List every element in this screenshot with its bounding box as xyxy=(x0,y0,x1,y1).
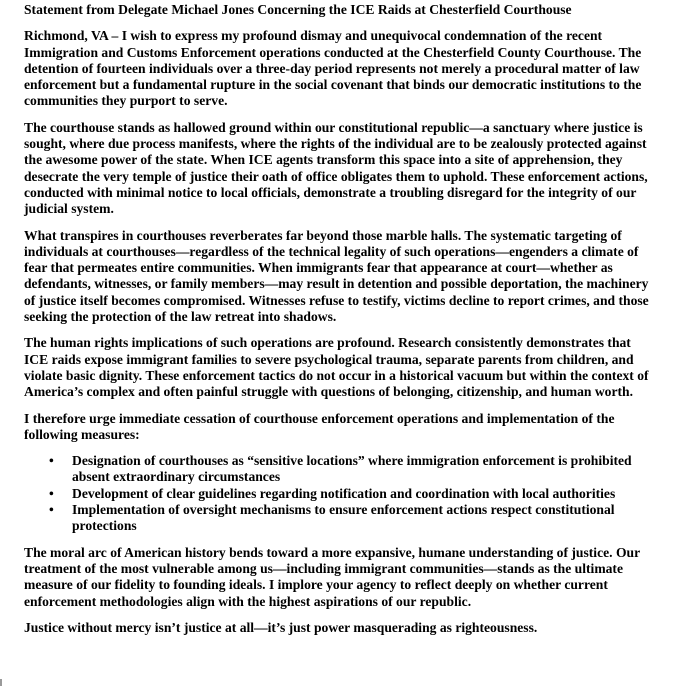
paragraph-urge: I therefore urge immediate cessation of courthouse enforcement operations and implementation of the following measures: xyxy=(24,410,615,442)
bullet-icon: • xyxy=(49,485,54,501)
bullet-icon: • xyxy=(49,453,54,469)
document-page xyxy=(24,2,654,636)
list-item xyxy=(24,502,654,535)
bullet-icon: • xyxy=(49,502,54,518)
paragraph-moral-arc: The moral arc of American history bends toward a more expansive, humane understanding of justice. Our treatment of the most vulnerable among us—including immigrant communities—stands as the ultimate measure of our fidelity to founding ideals. I implore your agency to reflect deeply on whether current enforcement methodologies align with the highest aspirations of our republic. xyxy=(24,544,640,609)
document-title: Statement from Delegate Michael Jones Concerning the ICE Raids at Chesterfield Courthouse xyxy=(24,2,572,17)
paragraph-human-rights: The human rights implications of such operations are profound. Research consistently demonstrates that ICE raids expose immigrant families to severe psychological trauma, separate parents from children, and violate basic dignity. These enforcement tactics do not occur in a historical vacuum but within the context of America’s complex and often painful struggle with questions of belonging, citizenship, and human worth. xyxy=(24,335,649,400)
paragraph-courthouse: The courthouse stands as hallowed ground within our constitutional republic—a sanctuary where justice is sought, where due process manifests, where the rights of the individual are to be zealously protected against the awesome power of the state. When ICE agents transform this space into a site of apprehension, they desecrate the very temple of justice their oath of office obligates them to uphold. These enforcement actions, conducted with minimal notice to local officials, demonstrate a troubling disregard for the integrity of our judicial system. xyxy=(24,119,648,217)
list-item-text: Development of clear guidelines regarding notification and coordination with local authorities xyxy=(72,485,616,501)
list-item-text: Designation of courthouses as “sensitive locations” where immigration enforcement is prohibited absent extraordinary circumstances xyxy=(72,453,632,485)
paragraph-opening: Richmond, VA – I wish to express my profound dismay and unequivocal condemnation of the recent Immigration and Customs Enforcement operations conducted at the Chesterfield County Courthouse. The detention of fourteen individuals over a three-day period represents not merely a procedural matter of law enforcement but a fundamental rupture in the social covenant that binds our democratic institutions to the communities they purport to serve. xyxy=(24,28,642,109)
paragraph-community-impact: What transpires in courthouses reverberates far beyond those marble halls. The systematic targeting of individuals at courthouses—regardless of the technical legality of such operations—engenders a climate of fear that permeates entire communities. When immigrants fear that appearance at court—whether as defendants, witnesses, or family members—may result in detention and possible deportation, the machinery of justice itself becomes compromised. Witnesses refuse to testify, victims decline to report crimes, and those seeking the protection of the law retreat into shadows. xyxy=(24,227,649,325)
page-edge-mark xyxy=(0,679,2,686)
measures-list xyxy=(24,453,654,534)
list-item-text: Implementation of oversight mechanisms to ensure enforcement actions respect constitutional protections xyxy=(72,502,615,534)
closing-statement: Justice without mercy isn’t justice at all—it’s just power masquerading as righteousness. xyxy=(24,619,538,635)
list-item xyxy=(24,486,654,502)
list-item xyxy=(24,453,654,486)
